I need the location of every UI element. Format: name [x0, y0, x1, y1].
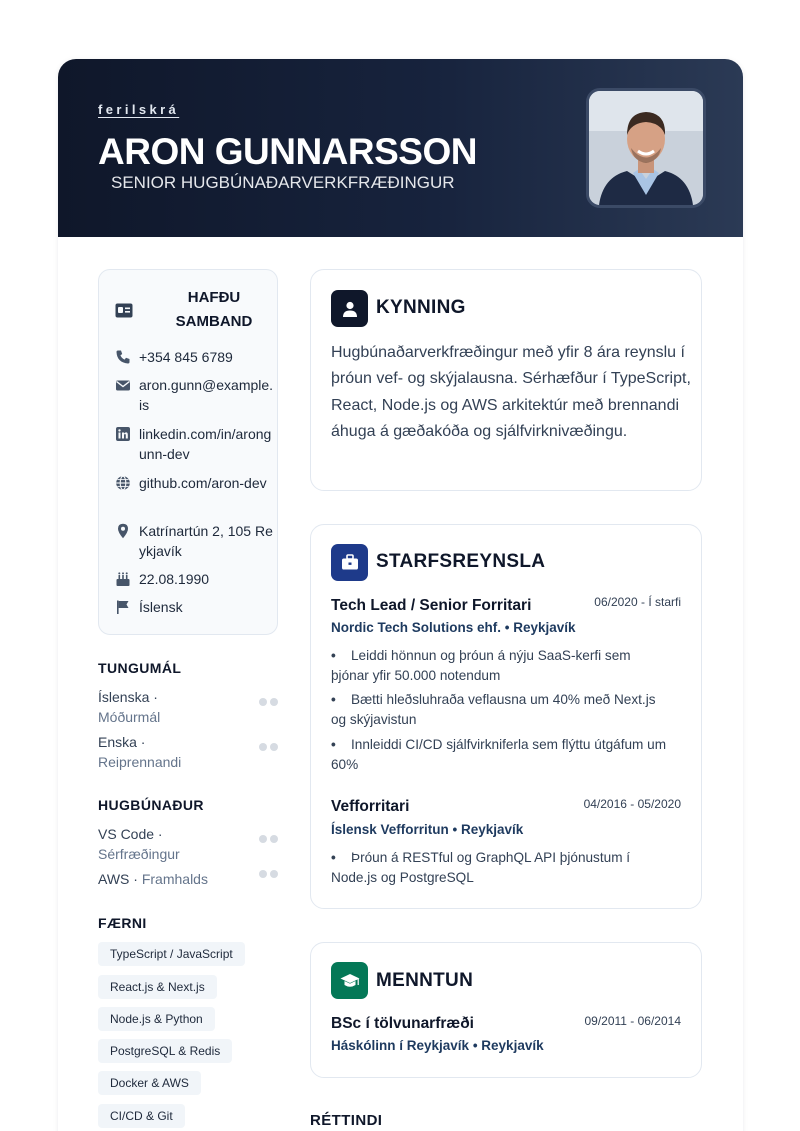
linkedin-icon	[115, 426, 131, 442]
contact-email[interactable]	[115, 375, 275, 415]
intro-text: Hugbúnaðarverkfræðingur með yfir 8 ára reynslu í þróun vef- og skýjalausna. Sérhæfður í TypeScript, React, Node.js og AWS arkitektúr með brennandi áhuga á gæðakóða og sjálfvirknivæðingu.	[331, 344, 691, 440]
contact-github-text: github.com/aron-dev	[139, 475, 267, 491]
job-dates: 06/2020 - Í starfi	[594, 595, 681, 609]
contact-panel	[98, 269, 278, 635]
job-bullet: • Þróun á RESTful og GraphQL API þjónustum í Node.js og PostgreSQL	[331, 850, 631, 885]
job-title: Vefforritari	[331, 798, 410, 815]
certifications-title: RÉTTINDI	[310, 1112, 383, 1129]
skill-chip: React.js & Next.js	[98, 975, 217, 999]
degree-title: BSc í tölvunarfræði	[331, 1015, 474, 1032]
portrait-illustration	[589, 91, 703, 205]
globe-icon	[115, 475, 131, 491]
contact-email-text: aron.gunn@example.is	[139, 377, 274, 413]
level-dots	[259, 870, 278, 878]
education-section	[310, 942, 702, 1078]
contact-birthday-text: 22.08.1990	[139, 571, 210, 587]
language-item: Enska · Reiprennandi	[98, 732, 280, 772]
job-company: Íslensk Vefforritun • Reykjavík	[331, 822, 524, 837]
job-dates: 04/2016 - 05/2020	[583, 797, 681, 811]
resume-card	[58, 59, 743, 1131]
job-company: Nordic Tech Solutions ehf. • Reykjavík	[331, 620, 576, 635]
resume-header	[58, 59, 743, 237]
graduation-cap-icon	[331, 962, 368, 999]
contact-linkedin[interactable]	[115, 424, 275, 464]
contact-linkedin-text: linkedin.com/in/arongunn-dev	[139, 426, 272, 462]
cake-icon	[115, 571, 131, 587]
education-title: MENNTUN	[376, 970, 474, 991]
contact-address-text: Katrínartún 2, 105 Reykjavík	[139, 523, 273, 559]
id-card-icon	[115, 303, 133, 318]
email-icon	[115, 377, 131, 393]
software-level: Sérfræðingur	[98, 846, 180, 862]
software-title: HUGBÚNAÐUR	[98, 797, 204, 813]
skill-chip: CI/CD & Git	[98, 1104, 185, 1128]
phone-icon	[115, 349, 131, 365]
level-dots	[259, 835, 278, 843]
briefcase-icon	[331, 544, 368, 581]
candidate-role: SENIOR HUGBÚNAÐARVERKFRÆÐINGUR	[111, 173, 455, 192]
contact-nationality-text: Íslensk	[139, 599, 183, 615]
candidate-name: ARON GUNNARSSON	[98, 131, 477, 172]
contact-github[interactable]	[115, 473, 275, 493]
skill-chip: PostgreSQL & Redis	[98, 1039, 232, 1063]
contact-address	[115, 521, 275, 561]
contact-title: HAFÐU SAMBAND	[175, 289, 253, 330]
software-name: AWS	[98, 871, 130, 887]
contact-birthday	[115, 569, 275, 589]
skills-title: FÆRNI	[98, 915, 147, 931]
skill-chip: TypeScript / JavaScript	[98, 942, 245, 966]
experience-section	[310, 524, 702, 909]
software-item: VS Code · Sérfræðingur	[98, 824, 280, 864]
language-name: Íslenska	[98, 689, 150, 705]
education-school: Háskólinn í Reykjavík • Reykjavík	[331, 1038, 544, 1053]
software-item: AWS · Framhalds	[98, 869, 280, 889]
flag-icon	[115, 599, 131, 615]
level-dots	[259, 743, 278, 751]
contact-phone[interactable]	[115, 347, 275, 367]
user-icon	[331, 290, 368, 327]
location-icon	[115, 523, 131, 539]
job-bullet: • Bætti hleðsluhraða veflausna um 40% með Next.js og skýjavistun	[331, 692, 656, 727]
skill-chip: Docker & AWS	[98, 1071, 201, 1095]
skill-chip: Node.js & Python	[98, 1007, 215, 1031]
job-bullet: • Leiddi hönnun og þróun á nýju SaaS-kerfi sem þjónar yfir 50.000 notendum	[331, 648, 631, 683]
language-name: Enska	[98, 734, 137, 750]
intro-title: KYNNING	[376, 297, 466, 318]
language-item: Íslenska · Móðurmál	[98, 687, 280, 727]
contact-nationality	[115, 597, 275, 617]
header-kicker: ferilskrá	[98, 102, 180, 117]
experience-title: STARFSREYNSLA	[376, 551, 546, 572]
intro-section	[310, 269, 702, 491]
contact-phone-text: +354 845 6789	[139, 349, 233, 365]
language-level: Reiprennandi	[98, 754, 182, 770]
level-dots	[259, 698, 278, 706]
language-level: Móðurmál	[98, 709, 161, 725]
profile-photo	[586, 88, 706, 208]
software-level: Framhalds	[141, 871, 208, 887]
job-bullet: • Innleiddi CI/CD sjálfvirkniferla sem flýttu útgáfum um 60%	[331, 737, 667, 772]
education-dates: 09/2011 - 06/2014	[584, 1014, 681, 1028]
languages-title: TUNGUMÁL	[98, 660, 182, 676]
software-name: VS Code	[98, 826, 155, 842]
job-title: Tech Lead / Senior Forritari	[331, 597, 532, 614]
